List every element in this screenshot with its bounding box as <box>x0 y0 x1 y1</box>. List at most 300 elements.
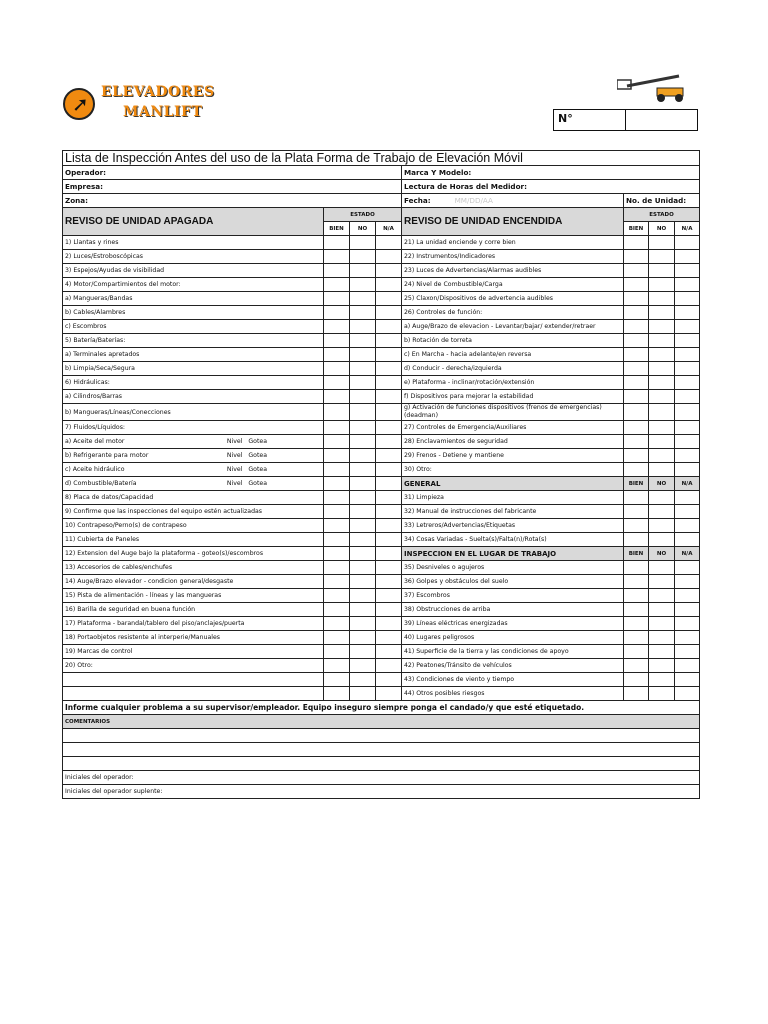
logo-line-1: ELEVADORES <box>101 84 215 100</box>
table-row <box>63 659 700 673</box>
right-check-cell[interactable] <box>624 617 649 631</box>
left-item-text: 10) Contrapeso/Perno(s) de contrapeso <box>65 522 187 529</box>
left-item-label <box>63 519 324 533</box>
left-check-cell[interactable] <box>350 659 376 673</box>
table-row <box>63 435 700 449</box>
left-check-cell[interactable] <box>324 659 350 673</box>
left-item-text: 2) Luces/Estroboscópicas <box>65 253 144 260</box>
right-check-cell[interactable] <box>675 435 700 449</box>
left-item-label <box>63 435 324 449</box>
right-check-cell[interactable] <box>649 348 675 362</box>
left-check-cell[interactable] <box>376 645 402 659</box>
right-check-cell[interactable] <box>649 687 675 701</box>
left-check-cell[interactable] <box>376 449 402 463</box>
right-item-label: 28) Enclavamientos de seguridad <box>402 435 624 449</box>
right-check-cell[interactable] <box>624 645 649 659</box>
table-row <box>63 348 700 362</box>
right-check-cell[interactable] <box>675 390 700 404</box>
left-check-cell[interactable] <box>324 278 350 292</box>
left-check-cell[interactable] <box>350 376 376 390</box>
right-check-cell[interactable] <box>649 334 675 348</box>
table-row <box>63 687 700 701</box>
table-row <box>63 575 700 589</box>
right-check-cell[interactable] <box>649 306 675 320</box>
left-check-cell[interactable] <box>324 589 350 603</box>
right-item-label: g) Activación de funciones dispositivos (frenos de emergencias) (deadman) <box>402 404 624 421</box>
left-check-cell[interactable] <box>376 435 402 449</box>
right-check-cell[interactable] <box>649 278 675 292</box>
left-check-cell[interactable] <box>376 575 402 589</box>
table-row <box>63 505 700 519</box>
right-check-cell[interactable] <box>624 687 649 701</box>
fecha-label: Fecha: <box>404 196 431 205</box>
table-row <box>63 645 700 659</box>
right-check-cell[interactable] <box>675 376 700 390</box>
right-check-cell[interactable] <box>624 631 649 645</box>
right-check-cell[interactable] <box>675 362 700 376</box>
right-item-label: 37) Escombros <box>402 589 624 603</box>
left-check-cell[interactable] <box>376 278 402 292</box>
left-check-cell[interactable] <box>350 547 376 561</box>
table-row <box>63 477 700 491</box>
right-check-cell[interactable] <box>624 491 649 505</box>
left-item-text: 13) Accesorios de cables/enchufes <box>65 564 173 571</box>
right-check-cell[interactable] <box>624 362 649 376</box>
table-row <box>63 491 700 505</box>
left-check-cell[interactable] <box>324 421 350 435</box>
left-item-text: 18) Portaobjetos resistente al interperie/Manuales <box>65 634 220 641</box>
table-row <box>63 631 700 645</box>
left-check-cell[interactable] <box>350 477 376 491</box>
nivel-gotea-label <box>221 466 267 473</box>
right-item-label: e) Plataforma - inclinar/rotación/extensión <box>402 376 624 390</box>
right-check-cell[interactable] <box>649 435 675 449</box>
left-check-cell[interactable] <box>350 435 376 449</box>
left-bien-header: BIEN <box>324 222 350 236</box>
right-check-cell[interactable] <box>624 320 649 334</box>
left-check-cell[interactable] <box>350 687 376 701</box>
right-item-label: 29) Frenos - Detiene y mantiene <box>402 449 624 463</box>
left-check-cell[interactable] <box>350 505 376 519</box>
right-check-cell[interactable] <box>675 603 700 617</box>
left-item-text: c) Escombros <box>65 323 107 330</box>
comment-line[interactable] <box>63 729 700 743</box>
right-check-cell[interactable] <box>649 505 675 519</box>
lectura-field[interactable]: Lectura de Horas del Medidor: <box>402 180 700 194</box>
left-check-cell[interactable] <box>324 463 350 477</box>
right-check-cell[interactable] <box>649 236 675 250</box>
left-check-cell[interactable] <box>350 519 376 533</box>
left-check-cell[interactable] <box>350 390 376 404</box>
left-check-cell[interactable] <box>376 589 402 603</box>
right-check-cell[interactable] <box>649 589 675 603</box>
right-check-cell[interactable] <box>675 404 700 421</box>
left-item-text: 4) Motor/Compartimientos del motor: <box>65 281 181 288</box>
gotea-label: Gotea <box>248 438 267 445</box>
right-check-cell[interactable] <box>624 348 649 362</box>
right-check-cell[interactable] <box>675 631 700 645</box>
right-check-cell[interactable] <box>624 421 649 435</box>
right-item-label: 38) Obstrucciones de arriba <box>402 603 624 617</box>
left-item-label <box>63 645 324 659</box>
left-check-cell[interactable] <box>350 491 376 505</box>
right-check-cell[interactable] <box>649 250 675 264</box>
right-check-cell[interactable] <box>649 631 675 645</box>
left-check-cell[interactable] <box>376 348 402 362</box>
right-item-label: 22) Instrumentos/Indicadores <box>402 250 624 264</box>
left-check-cell[interactable] <box>324 320 350 334</box>
right-check-cell[interactable] <box>649 449 675 463</box>
left-check-cell[interactable] <box>324 505 350 519</box>
iniciales-suplente[interactable]: Iniciales del operador suplente: <box>63 785 700 799</box>
table-row <box>63 449 700 463</box>
right-check-cell[interactable] <box>675 659 700 673</box>
left-check-cell[interactable] <box>376 292 402 306</box>
right-item-label: 34) Cosas Variadas - Suelta(s)/Falta(n)/Rota(s) <box>402 533 624 547</box>
left-item-label <box>63 264 324 278</box>
left-item-text: b) Limpia/Seca/Segura <box>65 365 135 372</box>
right-check-cell[interactable] <box>675 264 700 278</box>
left-item-label <box>63 561 324 575</box>
left-check-cell[interactable] <box>324 673 350 687</box>
left-check-cell[interactable] <box>324 477 350 491</box>
safety-note: Informe cualquier problema a su supervisor/empleador. Equipo inseguro siempre ponga el candado/y que esté etiquetado. <box>63 701 700 715</box>
left-check-cell[interactable] <box>376 404 402 421</box>
right-check-cell[interactable] <box>675 589 700 603</box>
table-row <box>63 264 700 278</box>
right-item-label: 35) Desniveles o agujeros <box>402 561 624 575</box>
left-check-cell[interactable] <box>324 435 350 449</box>
right-check-cell[interactable] <box>675 505 700 519</box>
left-item-label <box>63 362 324 376</box>
left-check-cell[interactable] <box>350 250 376 264</box>
right-check-cell[interactable] <box>624 603 649 617</box>
left-check-cell[interactable] <box>376 505 402 519</box>
left-item-label <box>63 334 324 348</box>
left-item-text: 6) Hidráulicas: <box>65 379 110 386</box>
table-row <box>63 561 700 575</box>
right-check-cell[interactable] <box>675 491 700 505</box>
left-check-cell[interactable] <box>324 631 350 645</box>
left-check-cell[interactable] <box>376 463 402 477</box>
left-estado-header: ESTADO <box>324 208 402 222</box>
right-check-cell[interactable] <box>624 435 649 449</box>
right-item-label: 27) Controles de Emergencia/Auxiliares <box>402 421 624 435</box>
left-item-label <box>63 589 324 603</box>
right-check-cell[interactable] <box>675 292 700 306</box>
right-check-cell[interactable] <box>675 463 700 477</box>
left-item-text: b) Mangueras/Líneas/Conecciones <box>65 408 171 416</box>
left-check-cell[interactable] <box>324 617 350 631</box>
right-check-cell[interactable] <box>649 404 675 421</box>
right-check-cell[interactable] <box>624 449 649 463</box>
right-check-cell[interactable] <box>649 362 675 376</box>
table-row <box>63 376 700 390</box>
logo-emblem <box>63 88 95 120</box>
left-check-cell[interactable] <box>350 645 376 659</box>
left-check-cell[interactable] <box>324 236 350 250</box>
left-check-cell[interactable] <box>324 603 350 617</box>
left-item-label <box>63 673 324 687</box>
left-check-cell[interactable] <box>376 687 402 701</box>
left-check-cell[interactable] <box>350 631 376 645</box>
zona-field[interactable]: Zona: <box>63 194 402 208</box>
right-check-cell[interactable] <box>675 449 700 463</box>
left-item-text: 9) Confirme que las inspecciones del equipo estén actualizadas <box>65 508 263 515</box>
right-check-cell[interactable] <box>624 250 649 264</box>
right-check-cell[interactable] <box>675 236 700 250</box>
left-item-text: 12) Extension del Auge bajo la plataforma - goteo(s)/escombros <box>65 550 264 557</box>
right-check-cell[interactable] <box>624 533 649 547</box>
left-check-cell[interactable] <box>350 404 376 421</box>
table-row <box>63 533 700 547</box>
left-check-cell[interactable] <box>376 519 402 533</box>
left-check-cell[interactable] <box>350 292 376 306</box>
left-check-cell[interactable] <box>350 334 376 348</box>
left-item-label <box>63 547 324 561</box>
right-check-cell[interactable] <box>624 673 649 687</box>
left-check-cell[interactable] <box>324 687 350 701</box>
left-check-cell[interactable] <box>376 376 402 390</box>
right-check-cell[interactable] <box>624 505 649 519</box>
left-check-cell[interactable] <box>376 491 402 505</box>
unidad-field[interactable]: No. de Unidad: <box>624 194 700 208</box>
right-check-cell[interactable] <box>649 320 675 334</box>
right-item-label: 43) Condiciones de viento y tiempo <box>402 673 624 687</box>
left-item-text: a) Aceite del motor <box>65 438 125 445</box>
right-check-cell[interactable] <box>624 306 649 320</box>
right-check-cell[interactable] <box>649 645 675 659</box>
left-item-label <box>63 376 324 390</box>
right-check-cell[interactable] <box>649 603 675 617</box>
left-check-cell[interactable] <box>376 334 402 348</box>
left-item-label <box>63 449 324 463</box>
right-section-title: REVISO DE UNIDAD ENCENDIDA <box>402 208 624 236</box>
inspection-form <box>62 150 700 799</box>
table-row <box>63 463 700 477</box>
nivel-label: Nivel <box>226 438 243 445</box>
right-check-cell[interactable] <box>649 617 675 631</box>
right-no-header: NO <box>649 222 675 236</box>
empresa-field[interactable]: Empresa: <box>63 180 402 194</box>
left-check-cell[interactable] <box>376 673 402 687</box>
left-check-cell[interactable] <box>350 278 376 292</box>
left-check-cell[interactable] <box>324 547 350 561</box>
left-item-text: 11) Cubierta de Paneles <box>65 536 140 543</box>
left-check-cell[interactable] <box>324 575 350 589</box>
right-item-label: 21) La unidad enciende y corre bien <box>402 236 624 250</box>
left-no-header: NO <box>350 222 376 236</box>
right-check-cell[interactable] <box>675 320 700 334</box>
left-item-text: 16) Barilla de seguridad en buena función <box>65 606 196 613</box>
right-check-cell[interactable] <box>649 463 675 477</box>
left-check-cell[interactable] <box>376 477 402 491</box>
left-check-cell[interactable] <box>350 463 376 477</box>
left-check-cell[interactable] <box>350 348 376 362</box>
left-check-cell[interactable] <box>376 631 402 645</box>
right-check-cell[interactable] <box>649 421 675 435</box>
right-item-label: 25) Claxon/Dispositivos de advertencia audibles <box>402 292 624 306</box>
iniciales-operador[interactable]: Iniciales del operador: <box>63 771 700 785</box>
right-check-cell[interactable] <box>624 292 649 306</box>
left-check-cell[interactable] <box>376 264 402 278</box>
gotea-label: Gotea <box>248 480 267 487</box>
comment-line[interactable] <box>63 757 700 771</box>
table-row <box>63 519 700 533</box>
left-check-cell[interactable] <box>324 645 350 659</box>
left-check-cell[interactable] <box>376 617 402 631</box>
serial-number-box <box>553 109 698 131</box>
left-check-cell[interactable] <box>350 306 376 320</box>
left-item-label <box>63 659 324 673</box>
right-item-label: d) Conducir - derecha/izquierda <box>402 362 624 376</box>
right-check-cell[interactable] <box>649 673 675 687</box>
left-item-label <box>63 292 324 306</box>
operador-field[interactable]: Operador: <box>63 166 402 180</box>
left-check-cell[interactable] <box>350 561 376 575</box>
left-check-cell[interactable] <box>376 603 402 617</box>
left-check-cell[interactable] <box>324 491 350 505</box>
right-subsection-title: GENERAL <box>402 477 624 491</box>
left-check-cell[interactable] <box>324 376 350 390</box>
right-check-cell[interactable] <box>675 278 700 292</box>
left-na-header: N/A <box>376 222 402 236</box>
left-check-cell[interactable] <box>376 421 402 435</box>
right-check-cell[interactable] <box>649 264 675 278</box>
left-check-cell[interactable] <box>350 264 376 278</box>
left-check-cell[interactable] <box>350 236 376 250</box>
left-check-cell[interactable] <box>324 390 350 404</box>
right-check-cell[interactable] <box>675 519 700 533</box>
logo-line-2: MANLIFT <box>123 104 203 120</box>
right-check-cell[interactable] <box>675 306 700 320</box>
right-check-cell[interactable] <box>649 519 675 533</box>
marca-field[interactable]: Marca Y Modelo: <box>402 166 700 180</box>
right-check-cell[interactable] <box>675 645 700 659</box>
left-check-cell[interactable] <box>376 659 402 673</box>
left-item-text: 8) Placa de datos/Capacidad <box>65 494 154 501</box>
right-check-cell[interactable] <box>649 561 675 575</box>
right-check-cell[interactable] <box>649 491 675 505</box>
left-check-cell[interactable] <box>324 449 350 463</box>
left-check-cell[interactable] <box>324 250 350 264</box>
right-check-cell[interactable] <box>675 421 700 435</box>
right-check-cell[interactable] <box>675 561 700 575</box>
right-check-cell[interactable] <box>624 561 649 575</box>
left-check-cell[interactable] <box>376 547 402 561</box>
right-check-cell[interactable] <box>624 264 649 278</box>
left-check-cell[interactable] <box>350 603 376 617</box>
logo-text <box>101 82 215 122</box>
comentarios-header: COMENTARIOS <box>63 715 700 729</box>
right-na-header: N/A <box>675 477 700 491</box>
left-check-cell[interactable] <box>350 449 376 463</box>
right-check-cell[interactable] <box>649 376 675 390</box>
left-check-cell[interactable] <box>376 390 402 404</box>
left-check-cell[interactable] <box>376 533 402 547</box>
right-check-cell[interactable] <box>649 575 675 589</box>
table-row <box>63 250 700 264</box>
left-check-cell[interactable] <box>376 306 402 320</box>
right-check-cell[interactable] <box>624 390 649 404</box>
serial-number-field[interactable] <box>626 110 697 130</box>
left-check-cell[interactable] <box>350 533 376 547</box>
right-item-label: 30) Otro: <box>402 463 624 477</box>
right-check-cell[interactable] <box>649 533 675 547</box>
right-check-cell[interactable] <box>624 404 649 421</box>
left-check-cell[interactable] <box>324 264 350 278</box>
left-item-text: 7) Fluidos/Líquidos: <box>65 424 126 431</box>
right-check-cell[interactable] <box>675 334 700 348</box>
company-logo <box>63 82 223 126</box>
nivel-gotea-label <box>221 452 267 459</box>
left-check-cell[interactable] <box>350 362 376 376</box>
comment-line[interactable] <box>63 743 700 757</box>
left-check-cell[interactable] <box>350 589 376 603</box>
right-check-cell[interactable] <box>675 575 700 589</box>
left-item-text: 19) Marcas de control <box>65 648 133 655</box>
right-check-cell[interactable] <box>624 463 649 477</box>
right-check-cell[interactable] <box>624 659 649 673</box>
left-check-cell[interactable] <box>376 236 402 250</box>
right-check-cell[interactable] <box>624 519 649 533</box>
right-check-cell[interactable] <box>675 533 700 547</box>
left-item-label <box>63 687 324 701</box>
left-item-label <box>63 631 324 645</box>
right-check-cell[interactable] <box>624 236 649 250</box>
right-bien-header: BIEN <box>624 222 649 236</box>
left-check-cell[interactable] <box>376 561 402 575</box>
right-check-cell[interactable] <box>675 250 700 264</box>
right-check-cell[interactable] <box>649 390 675 404</box>
left-check-cell[interactable] <box>350 575 376 589</box>
left-check-cell[interactable] <box>324 561 350 575</box>
right-check-cell[interactable] <box>649 659 675 673</box>
left-check-cell[interactable] <box>324 348 350 362</box>
left-check-cell[interactable] <box>324 404 350 421</box>
right-check-cell[interactable] <box>675 673 700 687</box>
left-check-cell[interactable] <box>324 533 350 547</box>
right-check-cell[interactable] <box>675 687 700 701</box>
left-check-cell[interactable] <box>324 334 350 348</box>
nivel-label: Nivel <box>226 466 243 473</box>
left-check-cell[interactable] <box>324 362 350 376</box>
right-check-cell[interactable] <box>624 334 649 348</box>
left-check-cell[interactable] <box>350 617 376 631</box>
left-check-cell[interactable] <box>324 519 350 533</box>
left-check-cell[interactable] <box>376 362 402 376</box>
left-item-label <box>63 348 324 362</box>
right-check-cell[interactable] <box>624 575 649 589</box>
fecha-field[interactable] <box>402 194 624 208</box>
left-check-cell[interactable] <box>376 320 402 334</box>
left-check-cell[interactable] <box>376 250 402 264</box>
right-check-cell[interactable] <box>675 617 700 631</box>
right-check-cell[interactable] <box>624 376 649 390</box>
right-check-cell[interactable] <box>675 348 700 362</box>
right-check-cell[interactable] <box>649 292 675 306</box>
left-check-cell[interactable] <box>350 320 376 334</box>
left-item-text: 1) Llantas y rines <box>65 239 119 246</box>
right-check-cell[interactable] <box>624 278 649 292</box>
left-check-cell[interactable] <box>324 306 350 320</box>
left-check-cell[interactable] <box>350 673 376 687</box>
left-check-cell[interactable] <box>324 292 350 306</box>
right-check-cell[interactable] <box>624 589 649 603</box>
left-check-cell[interactable] <box>350 421 376 435</box>
left-item-label <box>63 463 324 477</box>
left-item-text: c) Aceite hidráulico <box>65 466 125 473</box>
